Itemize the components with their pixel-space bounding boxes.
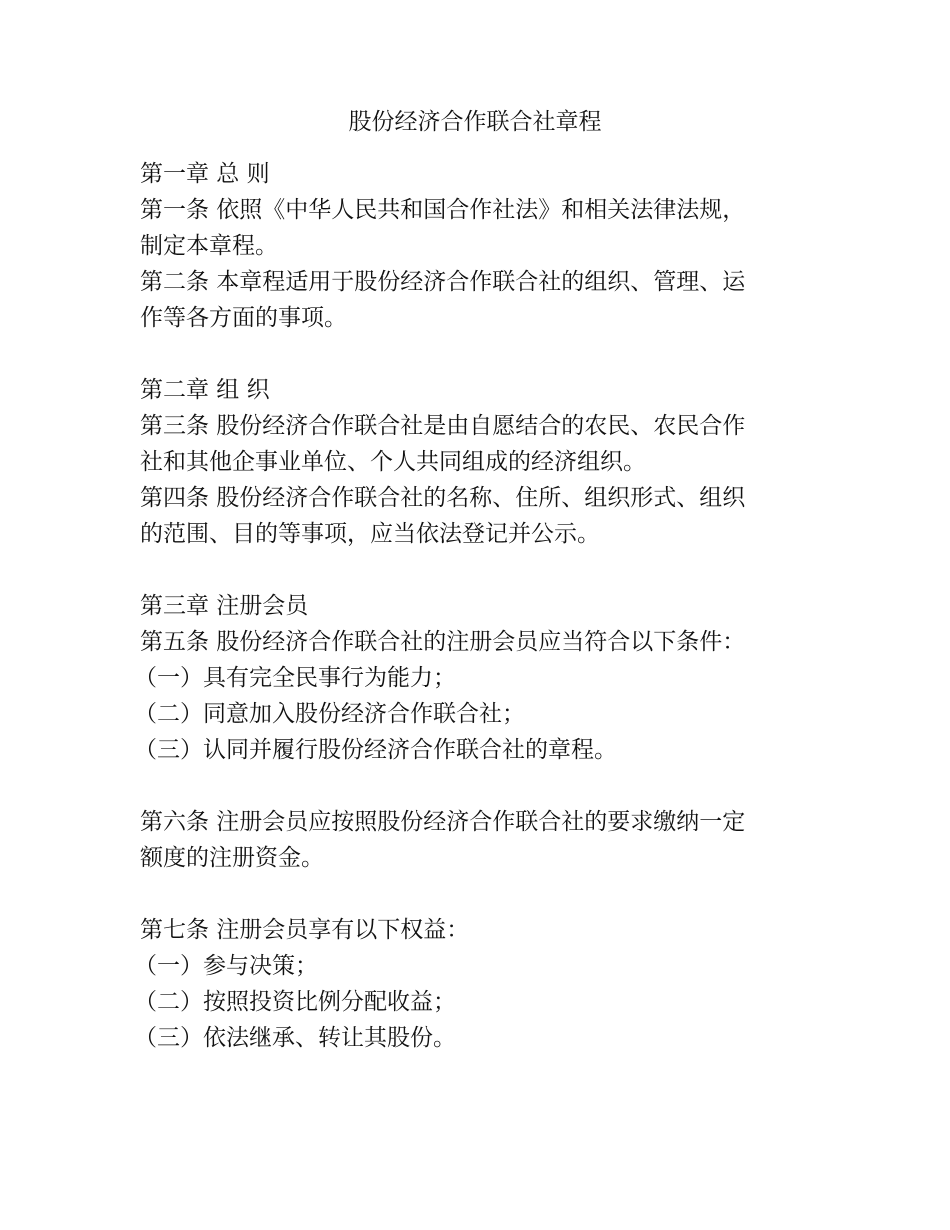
article-2-line-1: 第二条 本章程适用于股份经济合作联合社的组织、管理、运	[140, 269, 746, 295]
paragraph-gap	[140, 552, 800, 588]
paragraph-gap	[140, 768, 800, 804]
chapter-3-heading: 第三章 注册会员	[140, 593, 309, 619]
chapter-1-heading: 第一章 总 则	[140, 161, 270, 187]
article-5-item-1: （一）具有完全民事行为能力；	[134, 665, 456, 691]
article-7: 第七条 注册会员享有以下权益：	[140, 917, 470, 943]
article-6-line-1: 第六条 注册会员应按照股份经济合作联合社的要求缴纳一定	[140, 809, 746, 835]
article-7-item-3: （三）依法继承、转让其股份。	[134, 1025, 456, 1051]
article-4-line-2: 的范围、目的等事项，应当依法登记并公示。	[140, 521, 600, 547]
article-5: 第五条 股份经济合作联合社的注册会员应当符合以下条件：	[140, 629, 746, 655]
article-3-line-2: 社和其他企事业单位、个人共同组成的经济组织。	[140, 449, 646, 475]
article-7-item-2: （二）按照投资比例分配收益；	[134, 989, 456, 1015]
article-3-line-1: 第三条 股份经济合作联合社是由自愿结合的农民、农民合作	[140, 413, 746, 439]
article-6-line-2: 额度的注册资金。	[140, 845, 324, 871]
article-2-line-2: 作等各方面的事项。	[140, 305, 347, 331]
chapter-2-heading: 第二章 组 织	[140, 377, 270, 403]
paragraph-gap	[140, 336, 800, 372]
article-1-line-2: 制定本章程。	[140, 233, 278, 259]
document-body	[134, 156, 800, 1056]
paragraph-gap	[140, 876, 800, 912]
article-4-line-1: 第四条 股份经济合作联合社的名称、住所、组织形式、组织	[140, 485, 746, 511]
article-1-line-1: 第一条 依照《中华人民共和国合作社法》和相关法律法规，	[140, 197, 746, 223]
article-7-item-1: （一）参与决策；	[134, 953, 318, 979]
article-5-item-2: （二）同意加入股份经济合作联合社；	[134, 701, 525, 727]
document-title: 股份经济合作联合社章程	[348, 109, 602, 135]
article-5-item-3: （三）认同并履行股份经济合作联合社的章程。	[134, 737, 617, 763]
